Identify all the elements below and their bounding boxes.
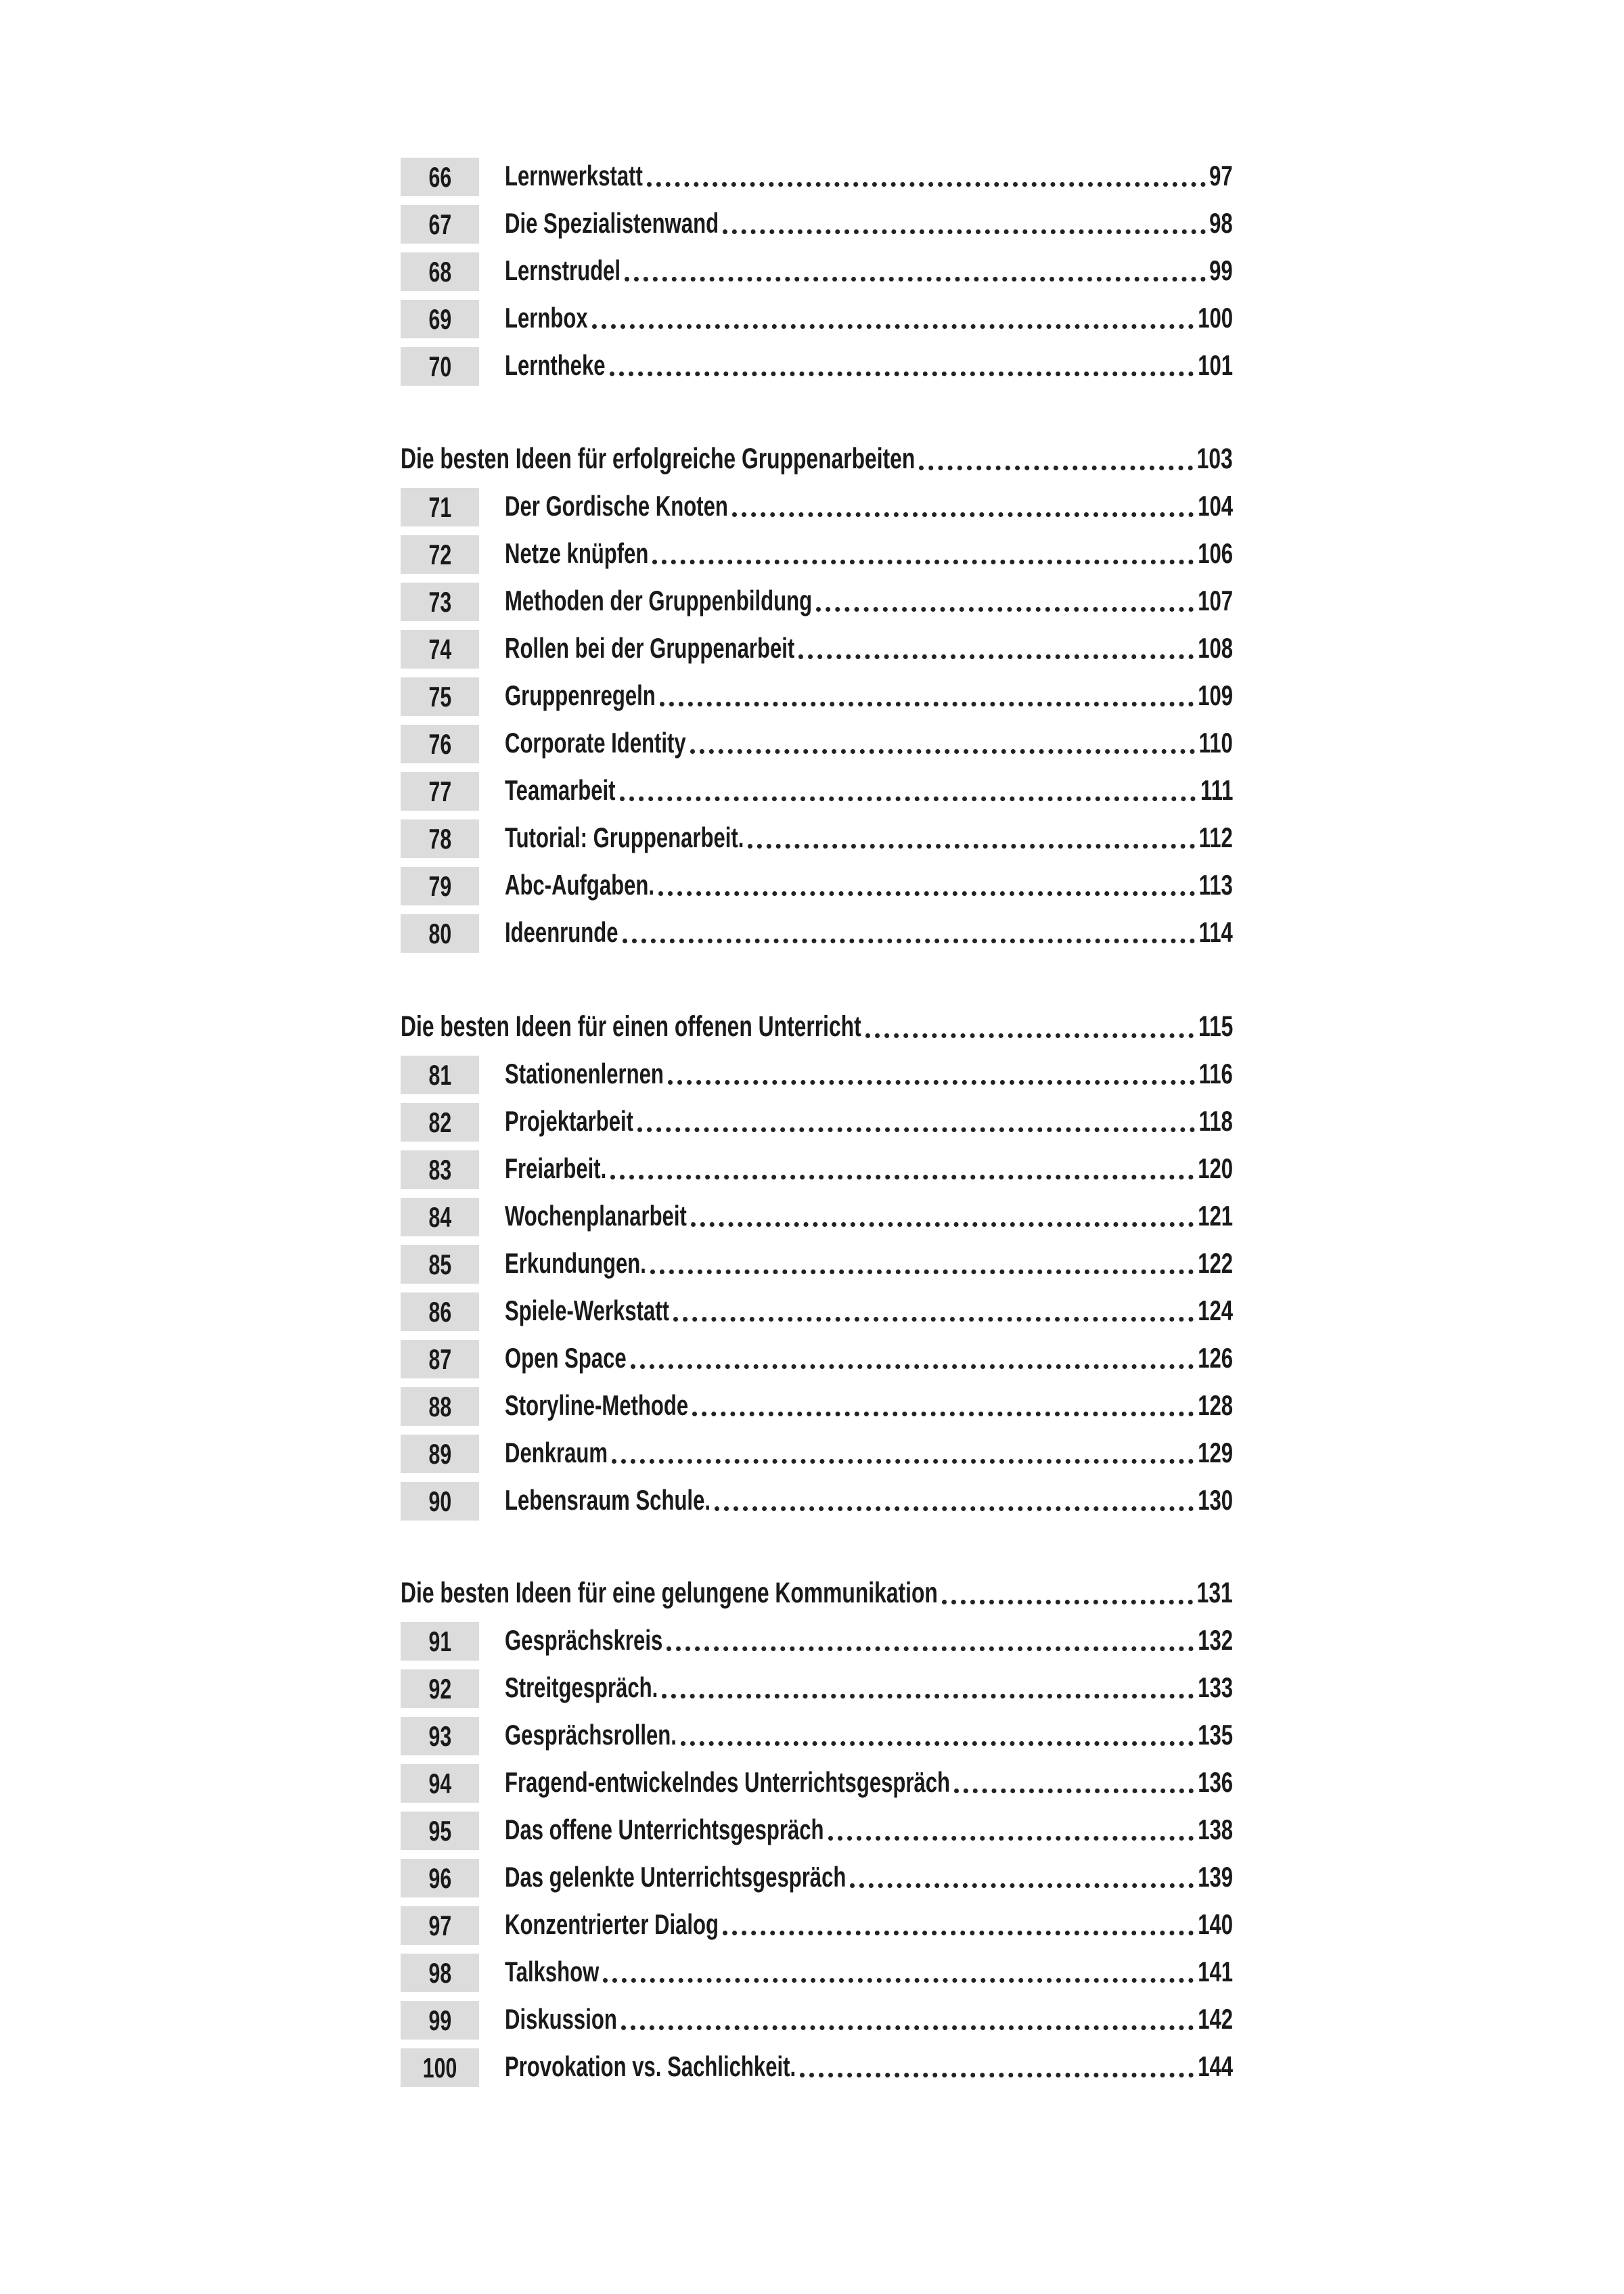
entry-title: Konzentrierter Dialog [505, 1908, 719, 1940]
section-title: Die besten Ideen für erfolgreiche Gruppenarbeiten [401, 443, 916, 475]
dot-leader [662, 1694, 1194, 1699]
entry-title: Abc-Aufgaben. [505, 869, 655, 901]
entry-page: 97 [1209, 160, 1233, 192]
dot-leader [732, 512, 1194, 517]
entry-number: 85 [428, 1248, 451, 1280]
entry-page: 112 [1198, 822, 1233, 853]
entry-number: 66 [428, 160, 451, 193]
section-page: 131 [1196, 1577, 1233, 1609]
dot-leader [621, 2025, 1194, 2030]
section-title: Die besten Ideen für einen offenen Unterricht [401, 1010, 861, 1043]
entry-title: Wochenplanarbeit [505, 1200, 687, 1232]
entry-number-box [401, 1056, 479, 1094]
entry-page: 98 [1209, 207, 1233, 239]
entry-number-box [401, 1622, 479, 1661]
dot-leader [668, 1080, 1195, 1085]
entry-title: Gruppenregeln [505, 679, 656, 711]
dot-leader [603, 1978, 1194, 1983]
dot-leader [667, 1646, 1194, 1651]
entry-page: 108 [1198, 632, 1233, 664]
toc-entry[interactable] [401, 630, 1233, 669]
dot-leader [631, 1364, 1194, 1369]
entry-number-box [401, 347, 479, 386]
entry-page: 124 [1198, 1295, 1233, 1326]
entry-number: 83 [428, 1153, 451, 1186]
dot-leader [652, 560, 1194, 564]
entry-number-box [401, 1245, 479, 1284]
dot-leader [650, 1269, 1194, 1274]
entry-number: 99 [428, 2004, 451, 2036]
toc-entry[interactable] [401, 2001, 1233, 2040]
entry-number-box [401, 1717, 479, 1755]
dot-leader [816, 607, 1194, 612]
entry-page: 132 [1198, 1624, 1233, 1656]
entry-number: 70 [428, 350, 451, 382]
entry-page: 116 [1198, 1058, 1233, 1089]
entry-number-box [401, 1150, 479, 1189]
section-page: 115 [1198, 1010, 1233, 1043]
dot-leader [723, 229, 1206, 234]
dot-leader [850, 1883, 1194, 1888]
entry-number-box [401, 252, 479, 291]
entry-page: 136 [1198, 1766, 1233, 1798]
entry-number-box [401, 1669, 479, 1708]
entry-number: 68 [428, 255, 451, 288]
toc-entry[interactable] [401, 1056, 1233, 1094]
entry-number: 100 [422, 2051, 457, 2084]
entry-number: 87 [428, 1343, 451, 1375]
entry-number-box [401, 1764, 479, 1803]
entry-title: Diskussion [505, 2003, 617, 2035]
entry-title: Spiele-Werkstatt [505, 1295, 669, 1326]
entry-number-box [401, 1387, 479, 1426]
entry-number: 72 [428, 538, 451, 570]
entry-title: Provokation vs. Sachlichkeit. [505, 2050, 796, 2082]
entry-number: 82 [428, 1106, 451, 1138]
entry-number-box [401, 819, 479, 858]
entry-page: 138 [1198, 1814, 1233, 1845]
entry-number: 81 [428, 1058, 451, 1091]
entry-number: 79 [428, 870, 451, 902]
dot-leader [592, 324, 1194, 329]
entry-title: Ideenrunde [505, 916, 618, 948]
entry-number-box [401, 1340, 479, 1378]
entry-number: 89 [428, 1437, 451, 1470]
dot-leader [692, 1412, 1194, 1416]
dot-leader [637, 1127, 1195, 1132]
section-header[interactable] [401, 441, 1233, 480]
entry-page: 141 [1198, 1956, 1233, 1987]
entry-number-box [401, 1482, 479, 1521]
toc-entry[interactable] [401, 867, 1233, 905]
entry-title: Talkshow [505, 1956, 600, 1987]
entry-number: 88 [428, 1390, 451, 1422]
dot-leader [610, 372, 1194, 376]
entry-page: 128 [1198, 1389, 1233, 1421]
toc-entry[interactable] [401, 158, 1233, 196]
dot-leader [673, 1317, 1194, 1322]
dot-leader [647, 182, 1206, 187]
toc-entry[interactable] [401, 1198, 1233, 1236]
toc-entry[interactable] [401, 772, 1233, 811]
entry-title: Corporate Identity [505, 727, 686, 759]
entry-number: 93 [428, 1719, 451, 1752]
entry-number: 86 [428, 1295, 451, 1328]
dot-leader [620, 796, 1196, 801]
entry-number-box [401, 1435, 479, 1473]
toc-entry[interactable] [401, 583, 1233, 621]
entry-number: 97 [428, 1909, 451, 1941]
entry-number-box [401, 914, 479, 953]
toc-entry[interactable] [401, 1717, 1233, 1755]
entry-number: 71 [428, 491, 451, 523]
entry-title: Open Space [505, 1342, 627, 1374]
entry-title: Erkundungen. [505, 1247, 646, 1279]
entry-number-box [401, 725, 479, 763]
entry-number: 69 [428, 302, 451, 335]
entry-number-box [401, 583, 479, 621]
toc-entry[interactable] [401, 1387, 1233, 1426]
entry-title: Lebensraum Schule. [505, 1484, 710, 1516]
entry-title: Netze knüpfen [505, 537, 649, 569]
entry-number-box [401, 2048, 479, 2087]
entry-title: Projektarbeit [505, 1105, 634, 1137]
entry-number: 74 [428, 633, 451, 665]
entry-page: 113 [1198, 869, 1233, 901]
entry-page: 121 [1198, 1200, 1233, 1232]
entry-page: 106 [1198, 537, 1233, 569]
entry-title: Der Gordische Knoten [505, 490, 728, 522]
entry-title: Rollen bei der Gruppenarbeit [505, 632, 795, 664]
dot-leader [919, 466, 1193, 470]
entry-number-box [401, 1812, 479, 1850]
entry-number-box [401, 205, 479, 244]
entry-page: 144 [1198, 2050, 1233, 2082]
entry-page: 135 [1198, 1719, 1233, 1751]
entry-number-box [401, 488, 479, 526]
toc-entry[interactable] [401, 1340, 1233, 1378]
entry-title: Die Spezialistenwand [505, 207, 719, 239]
entry-title: Das offene Unterrichtsgespräch [505, 1814, 824, 1845]
dot-leader [660, 702, 1194, 706]
entry-number: 73 [428, 585, 451, 618]
entry-title: Gesprächskreis [505, 1624, 663, 1656]
dot-leader [612, 1459, 1194, 1464]
dot-leader [681, 1741, 1194, 1746]
entry-title: Denkraum [505, 1437, 608, 1468]
entry-number: 94 [428, 1767, 451, 1799]
toc-entry[interactable] [401, 2048, 1233, 2087]
entry-page: 142 [1198, 2003, 1233, 2035]
entry-title: Lernstrudel [505, 254, 621, 286]
entry-title: Storyline-Methode [505, 1389, 689, 1421]
dot-leader [623, 939, 1196, 943]
entry-number: 96 [428, 1862, 451, 1894]
entry-page: 139 [1198, 1861, 1233, 1893]
entry-number-box [401, 1954, 479, 1992]
entry-number-box [401, 1906, 479, 1945]
dot-leader [798, 654, 1194, 659]
dot-leader [800, 2073, 1194, 2077]
entry-page: 109 [1198, 679, 1233, 711]
toc-entry[interactable] [401, 535, 1233, 574]
entry-page: 140 [1198, 1908, 1233, 1940]
entry-title: Gesprächsrollen. [505, 1719, 677, 1751]
entry-number: 78 [428, 822, 451, 855]
entry-number-box [401, 535, 479, 574]
entry-number: 95 [428, 1814, 451, 1847]
entry-page: 99 [1209, 254, 1233, 286]
entry-title: Lernwerkstatt [505, 160, 643, 192]
entry-page: 100 [1198, 302, 1233, 334]
toc-entry[interactable] [401, 725, 1233, 763]
toc-entry[interactable] [401, 1764, 1233, 1803]
entry-page: 120 [1198, 1152, 1233, 1184]
entry-number: 98 [428, 1956, 451, 1989]
entry-number: 84 [428, 1200, 451, 1233]
entry-title: Fragend-entwickelndes Unterrichtsgespräch [505, 1766, 951, 1798]
entry-page: 107 [1198, 585, 1233, 616]
entry-number-box [401, 2001, 479, 2040]
dot-leader [658, 891, 1195, 896]
entry-title: Das gelenkte Unterrichtsgespräch [505, 1861, 847, 1893]
entry-title: Freiarbeit. [505, 1152, 607, 1184]
toc-entry[interactable] [401, 1435, 1233, 1473]
toc-entry[interactable] [401, 1906, 1233, 1945]
toc-entry[interactable] [401, 1812, 1233, 1850]
toc-entry[interactable] [401, 1482, 1233, 1521]
dot-leader [865, 1033, 1194, 1038]
entry-page: 133 [1198, 1671, 1233, 1703]
toc-entry[interactable] [401, 677, 1233, 716]
dot-leader [723, 1931, 1194, 1935]
toc-entry[interactable] [401, 252, 1233, 291]
section-page: 103 [1196, 443, 1233, 475]
entry-page: 118 [1198, 1105, 1233, 1137]
entry-number-box [401, 867, 479, 905]
entry-page: 104 [1198, 490, 1233, 522]
toc-entry[interactable] [401, 1954, 1233, 1992]
entry-number-box [401, 300, 479, 338]
toc-entry[interactable] [401, 347, 1233, 386]
entry-number-box [401, 677, 479, 716]
dot-leader [691, 1222, 1194, 1227]
toc-entry[interactable] [401, 1859, 1233, 1897]
entry-number: 76 [428, 727, 451, 760]
entry-number: 77 [428, 775, 451, 807]
toc-entry[interactable] [401, 1622, 1233, 1661]
entry-page: 126 [1198, 1342, 1233, 1374]
entry-number-box [401, 1859, 479, 1897]
entry-page: 122 [1198, 1247, 1233, 1279]
entry-page: 110 [1198, 727, 1233, 759]
dot-leader [690, 749, 1195, 754]
entry-page: 111 [1200, 774, 1233, 806]
entry-title: Tutorial: Gruppenarbeit. [505, 822, 744, 853]
entry-page: 129 [1198, 1437, 1233, 1468]
entry-number: 90 [428, 1485, 451, 1517]
toc-entry[interactable] [401, 205, 1233, 244]
entry-number: 92 [428, 1672, 451, 1705]
entry-number: 75 [428, 680, 451, 713]
entry-number-box [401, 1198, 479, 1236]
toc-entry[interactable] [401, 1292, 1233, 1331]
entry-page: 101 [1198, 349, 1233, 381]
dot-leader [942, 1600, 1193, 1604]
entry-number: 80 [428, 917, 451, 949]
dot-leader [715, 1506, 1194, 1511]
toc-entry[interactable] [401, 1669, 1233, 1708]
section-header[interactable] [401, 1009, 1233, 1048]
entry-number-box [401, 772, 479, 811]
dot-leader [625, 277, 1206, 282]
toc-entry[interactable] [401, 914, 1233, 953]
dot-leader [748, 844, 1195, 849]
dot-leader [610, 1175, 1194, 1179]
section-header[interactable] [401, 1575, 1233, 1614]
toc-entry[interactable] [401, 1245, 1233, 1284]
entry-number-box [401, 1292, 479, 1331]
toc-entry[interactable] [401, 1150, 1233, 1189]
entry-page: 114 [1198, 916, 1233, 948]
entry-number-box [401, 1103, 479, 1142]
entry-title: Methoden der Gruppenbildung [505, 585, 813, 616]
entry-title: Lerntheke [505, 349, 606, 381]
entry-title: Lernbox [505, 302, 588, 334]
entry-number: 67 [428, 208, 451, 240]
entry-page: 130 [1198, 1484, 1233, 1516]
toc-entry[interactable] [401, 1103, 1233, 1142]
toc-entry[interactable] [401, 488, 1233, 526]
toc-entry[interactable] [401, 300, 1233, 338]
dot-leader [954, 1789, 1194, 1793]
entry-title: Teamarbeit [505, 774, 616, 806]
dot-leader [828, 1836, 1194, 1841]
entry-number: 91 [428, 1625, 451, 1657]
entry-number-box [401, 158, 479, 196]
entry-number-box [401, 630, 479, 669]
section-title: Die besten Ideen für eine gelungene Kommunikation [401, 1577, 938, 1609]
entry-title: Streitgespräch. [505, 1671, 658, 1703]
entry-title: Stationenlernen [505, 1058, 664, 1089]
toc-entry[interactable] [401, 819, 1233, 858]
